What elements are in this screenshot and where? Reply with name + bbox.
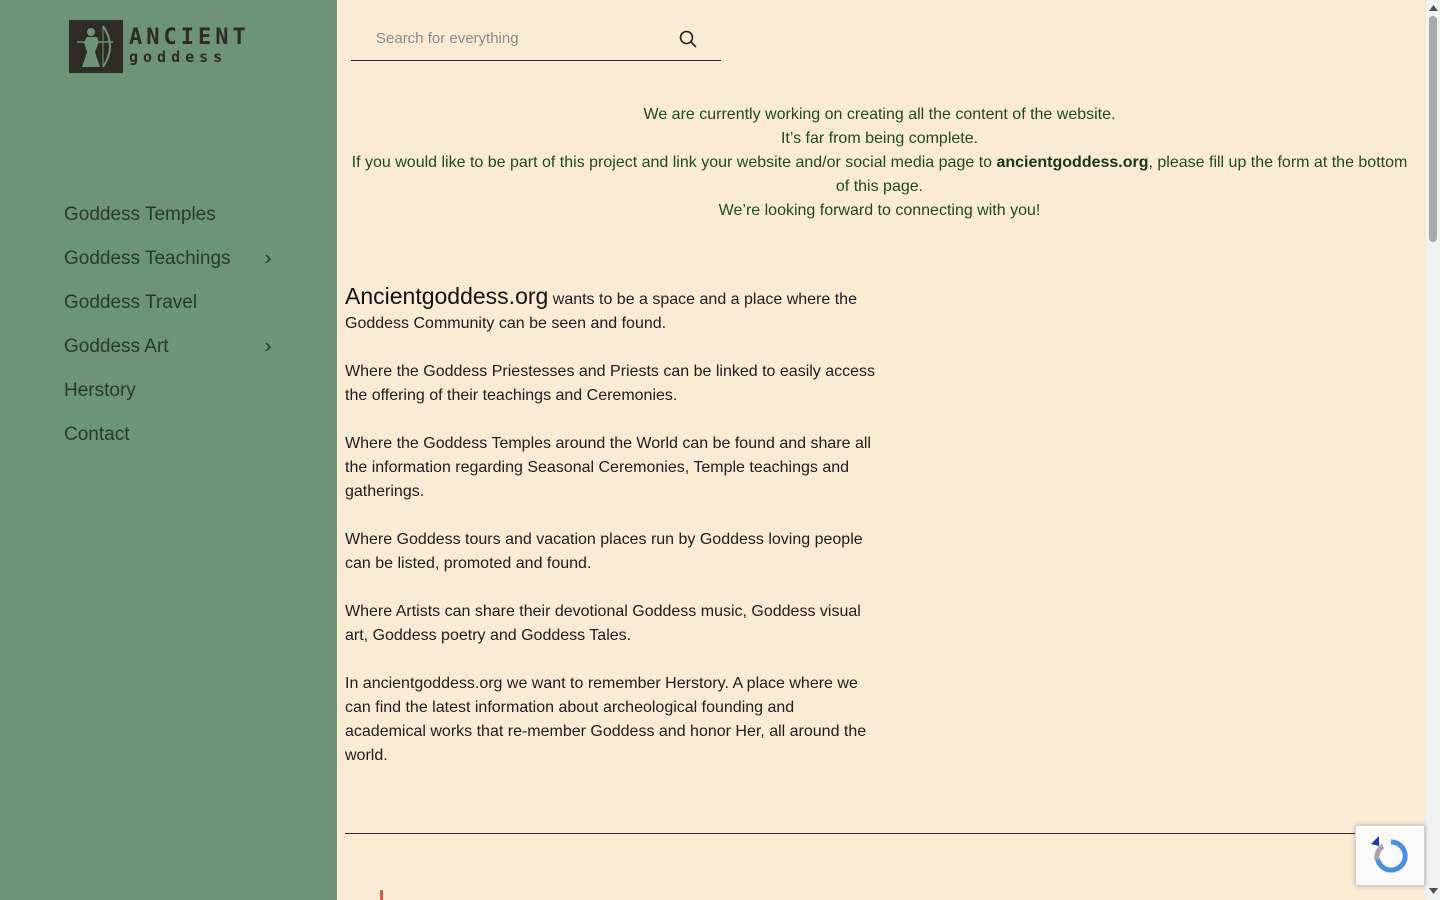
sidebar-item-label: Herstory: [64, 380, 136, 401]
content-paragraph: Where Goddess tours and vacation places run by Goddess loving people can be listed, promoted and found.: [345, 531, 863, 572]
sidebar-item-label: Contact: [64, 424, 130, 445]
main-content: [337, 0, 1425, 900]
search-bar: [351, 16, 721, 61]
section-divider: [345, 833, 1422, 834]
construction-notice: [337, 103, 1422, 223]
sidebar-item-goddess-art[interactable]: [64, 325, 274, 369]
search-icon[interactable]: [678, 29, 698, 49]
sidebar-item-label: Goddess Temples: [64, 204, 216, 225]
logo-line-ancient: ANCIENT: [129, 25, 250, 50]
notice-text: If you would like to be part of this project and link your website and/or social media page to: [351, 154, 997, 171]
chevron-right-icon[interactable]: [262, 253, 274, 265]
sidebar: [0, 0, 337, 900]
scroll-thumb[interactable]: [1429, 16, 1437, 242]
sidebar-item-goddess-teachings[interactable]: [64, 237, 274, 281]
content-paragraph: Where the Goddess Temples around the World can be found and share all the information regarding Seasonal Ceremonies, Temple teachings and gatherings.: [345, 435, 871, 500]
site-link[interactable]: ancientgoddess.org: [996, 154, 1149, 171]
logo-line-goddess: goddess: [129, 48, 228, 66]
site-logo[interactable]: [69, 19, 250, 73]
notice-line: We are currently working on creating all the content of the website.: [643, 106, 1116, 123]
content-paragraph: Where Artists can share their devotional Goddess music, Goddess visual art, Goddess poetry and Goddess Tales.: [345, 603, 861, 644]
archer-goddess-icon: [69, 20, 123, 73]
content-paragraph: In ancientgoddess.org we want to remember Herstory. A place where we can find the latest information about archeological founding and academical works that re-member Goddess and honor Her, all around the world.: [345, 675, 867, 764]
sidebar-item-goddess-temples[interactable]: [64, 193, 274, 237]
sidebar-item-label: Goddess Art: [64, 336, 169, 357]
search-input[interactable]: [376, 30, 676, 47]
recaptcha-icon: [1356, 826, 1426, 887]
sidebar-item-label: Goddess Teachings: [64, 248, 231, 269]
notice-line: [349, 151, 1410, 199]
sidebar-item-goddess-travel[interactable]: [64, 281, 274, 325]
scroll-up-arrow-icon[interactable]: [1429, 5, 1438, 11]
notice-text: , please fill up the form at the bottom of this page.: [835, 154, 1408, 195]
notice-line: It’s far from being complete.: [780, 130, 979, 147]
intro-text-rest: wants to be a space and a place where the Goddess Community can be seen and found.: [345, 291, 857, 332]
scroll-down-arrow-icon[interactable]: [1429, 888, 1438, 894]
sidebar-item-label: Goddess Travel: [64, 292, 198, 313]
page-scrollbar[interactable]: [1425, 0, 1440, 900]
section-accent-bar: [380, 890, 383, 900]
sidebar-nav: [64, 193, 274, 457]
sidebar-item-contact[interactable]: [64, 413, 274, 457]
recaptcha-badge[interactable]: [1355, 825, 1425, 886]
chevron-right-icon[interactable]: [262, 341, 274, 353]
brand-name: Ancientgoddess.org: [345, 283, 549, 309]
intro-text: [345, 284, 877, 792]
content-paragraph: Where the Goddess Priestesses and Priests can be linked to easily access the offering of their teachings and Ceremonies.: [345, 363, 876, 404]
sidebar-item-herstory[interactable]: [64, 369, 274, 413]
logo-wordmark: [129, 27, 250, 65]
notice-line: We’re looking forward to connecting with you!: [718, 202, 1041, 219]
intro-paragraph: [345, 284, 877, 336]
